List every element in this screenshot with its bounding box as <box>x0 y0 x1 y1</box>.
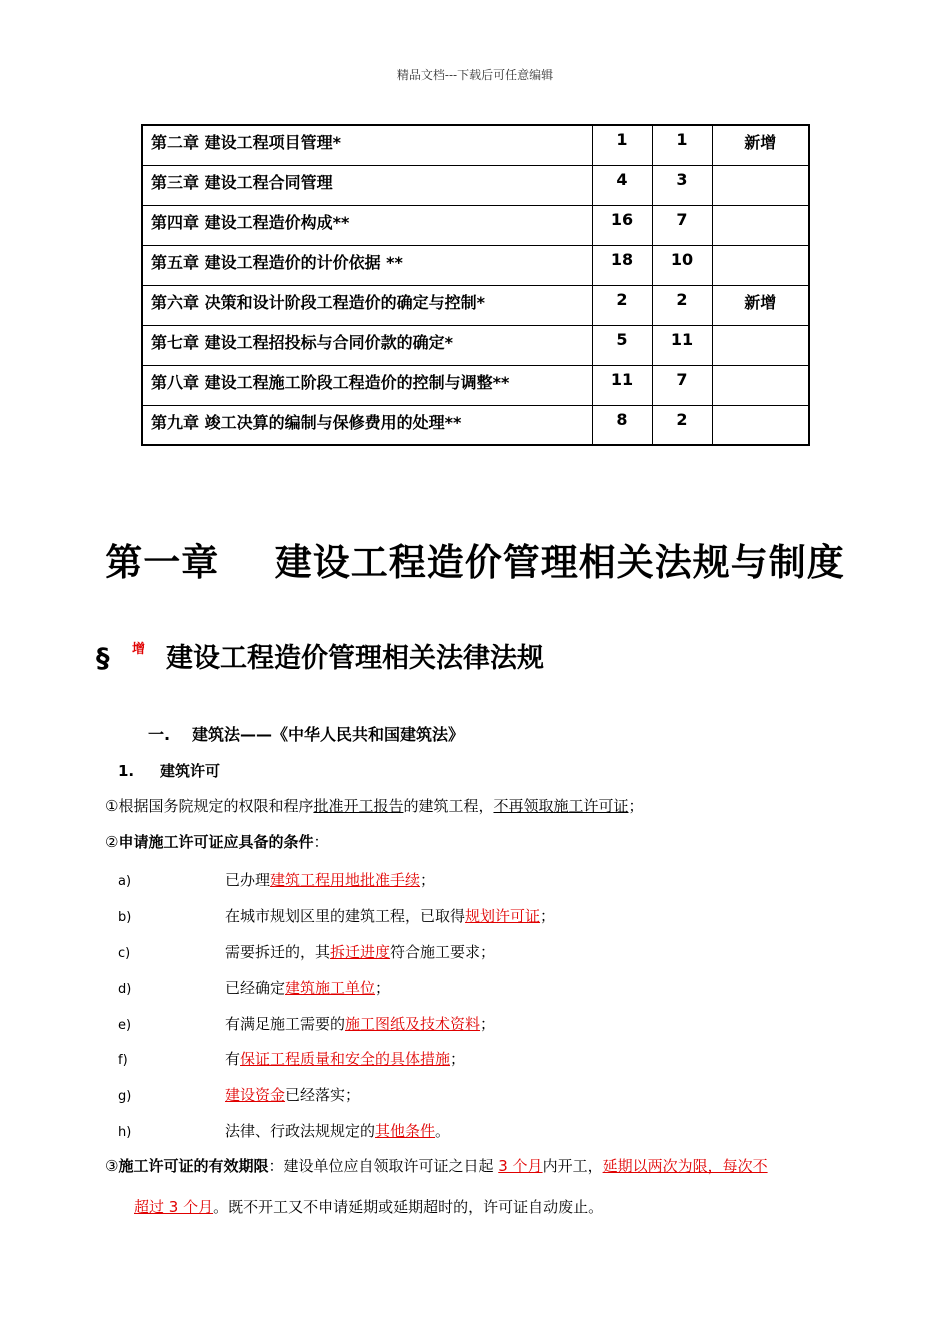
table-row <box>142 165 809 205</box>
list-item <box>118 1048 465 1069</box>
table-row <box>142 125 809 165</box>
item-label: e) <box>118 1018 132 1033</box>
paragraph-3 <box>105 1155 768 1176</box>
count-cell: 1 <box>592 125 652 165</box>
highlighted-text: 保证工程质量和安全的具体措施 <box>240 1050 451 1068</box>
chapter-cell: 第八章 建设工程施工阶段工程造价的控制与调整** <box>142 365 592 405</box>
bold-text: 施工许可证的有效期限 <box>118 1157 269 1175</box>
highlighted-text: 规划许可证 <box>465 907 541 925</box>
count-cell: 11 <box>652 325 712 365</box>
text-span: 需要拆迁的，其 <box>225 943 331 961</box>
text-span: ：建设单位应自领取许可证之日起 <box>268 1157 499 1175</box>
text-span: ； <box>480 1015 496 1033</box>
highlighted-text: 建筑工程用地批准手续 <box>270 871 421 889</box>
text-span: ； <box>420 871 436 889</box>
note-cell: 新增 <box>712 285 809 325</box>
item-heading-title: 建筑许可 <box>160 762 221 780</box>
chapter-title: 第一章 建设工程造价管理相关法规与制度 <box>105 541 845 584</box>
bold-text: 申请施工许可证应具备的条件 <box>118 833 314 851</box>
new-badge: 增 <box>132 642 146 657</box>
text-span: 有 <box>225 1050 241 1068</box>
text-span: 。 <box>435 1122 451 1140</box>
highlighted-text: 拆迁进度 <box>330 943 391 961</box>
chapter-cell: 第二章 建设工程项目管理* <box>142 125 592 165</box>
table-row <box>142 325 809 365</box>
list-item <box>118 1013 495 1034</box>
note-cell <box>712 365 809 405</box>
item-label: c) <box>118 946 131 961</box>
item-label: a) <box>118 874 132 889</box>
paragraph-2 <box>105 831 328 852</box>
note-cell <box>712 165 809 205</box>
count-cell: 7 <box>652 205 712 245</box>
chapter-table <box>141 124 810 446</box>
underlined-text: 批准开工报告 <box>313 797 404 815</box>
count-cell: 4 <box>592 165 652 205</box>
highlighted-text: 建筑施工单位 <box>285 979 376 997</box>
section-title: 建设工程造价管理相关法律法规 <box>166 643 544 674</box>
section-symbol: § <box>96 643 110 674</box>
paragraph-1 <box>105 795 644 816</box>
list-item <box>118 1084 360 1105</box>
subsection-number: 一. <box>148 725 171 744</box>
list-item <box>118 977 390 998</box>
text-span: 符合施工要求； <box>390 943 496 961</box>
chapter-cell: 第九章 竣工决算的编制与保修费用的处理** <box>142 405 592 445</box>
text-span: 已经落实； <box>285 1086 361 1104</box>
chapter-cell: 第七章 建设工程招投标与合同价款的确定* <box>142 325 592 365</box>
text-span: ； <box>540 907 556 925</box>
text-span: 。既不开工又不申请延期或延期超时的，许可证自动废止。 <box>213 1198 604 1216</box>
count-cell: 2 <box>652 285 712 325</box>
highlighted-text: 建设资金 <box>225 1086 286 1104</box>
item-label: d) <box>118 982 132 997</box>
text-span: 内开工， <box>542 1157 603 1175</box>
chapter-cell: 第五章 建设工程造价的计价依据 ** <box>142 245 592 285</box>
table-row <box>142 245 809 285</box>
note-cell <box>712 405 809 445</box>
section-heading <box>96 636 544 675</box>
highlighted-text: 超过 3 个月 <box>134 1198 214 1216</box>
item-label: g) <box>118 1089 132 1104</box>
chapter-cell: 第六章 决策和设计阶段工程造价的确定与控制* <box>142 285 592 325</box>
count-cell: 7 <box>652 365 712 405</box>
note-cell <box>712 205 809 245</box>
paragraph-4 <box>134 1196 603 1217</box>
note-cell: 新增 <box>712 125 809 165</box>
count-cell: 2 <box>652 405 712 445</box>
list-item <box>118 1120 450 1141</box>
highlighted-text: 施工图纸及技术资料 <box>345 1015 481 1033</box>
text-span: 在城市规划区里的建筑工程，已取得 <box>225 907 466 925</box>
count-cell: 3 <box>652 165 712 205</box>
text-span: 有满足施工需要的 <box>225 1015 346 1033</box>
subsection-title: 建筑法——《中华人民共和国建筑法》 <box>192 725 465 744</box>
count-cell: 8 <box>592 405 652 445</box>
underlined-text: 不再领取施工许可证 <box>493 797 629 815</box>
list-item <box>118 905 555 926</box>
table-row <box>142 365 809 405</box>
count-cell: 10 <box>652 245 712 285</box>
list-item <box>118 869 435 890</box>
text-span: 法律、行政法规规定的 <box>225 1122 376 1140</box>
note-cell <box>712 325 809 365</box>
chapter-cell: 第三章 建设工程合同管理 <box>142 165 592 205</box>
item-heading <box>118 760 220 781</box>
highlighted-text: 其他条件 <box>375 1122 436 1140</box>
text-span: 已经确定 <box>225 979 286 997</box>
subsection-heading <box>148 722 464 745</box>
text-span: 已办理 <box>225 871 271 889</box>
text-span: ③ <box>105 1157 119 1175</box>
chapter-cell: 第四章 建设工程造价构成** <box>142 205 592 245</box>
count-cell: 5 <box>592 325 652 365</box>
text-span: ： <box>313 833 329 851</box>
note-cell <box>712 245 809 285</box>
text-span: ； <box>628 797 644 815</box>
item-label: b) <box>118 910 132 925</box>
table-row <box>142 205 809 245</box>
count-cell: 11 <box>592 365 652 405</box>
highlighted-text: 3 个月 <box>498 1157 543 1175</box>
text-span: ② <box>105 833 119 851</box>
text-span: ； <box>375 979 391 997</box>
text-span: ； <box>450 1050 466 1068</box>
table-row <box>142 285 809 325</box>
highlighted-text: 延期以两次为限，每次不 <box>602 1157 768 1175</box>
count-cell: 2 <box>592 285 652 325</box>
item-label: h) <box>118 1125 132 1140</box>
count-cell: 16 <box>592 205 652 245</box>
page-header: 精品文档---下载后可任意编辑 <box>396 68 554 82</box>
list-item <box>118 941 495 962</box>
text-span: ①根据国务院规定的权限和程序 <box>105 797 314 815</box>
text-span: 的建筑工程， <box>403 797 494 815</box>
item-heading-number: 1. <box>118 762 135 780</box>
item-label: f) <box>118 1053 128 1068</box>
count-cell: 18 <box>592 245 652 285</box>
count-cell: 1 <box>652 125 712 165</box>
table-row <box>142 405 809 445</box>
